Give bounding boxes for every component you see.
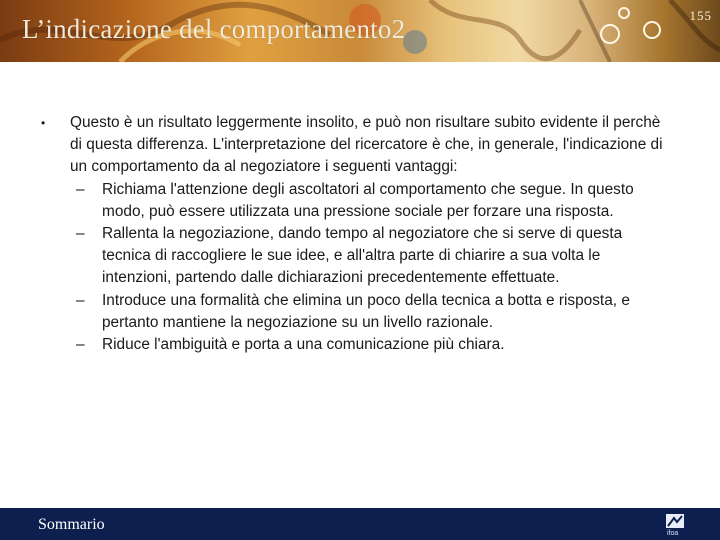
- sub-list: [70, 179, 670, 357]
- bullet-item: [30, 112, 670, 356]
- dash-icon: –: [76, 180, 85, 198]
- bullet-text: Questo è un risultato leggermente insolito, e può non risultare subito evidente il perchè di questa differenza. L'interpretazione del ricercatore è che, in generale, l'indicazione di un comportamento da al negoziatore i seguenti vantaggi:: [70, 114, 663, 176]
- sub-item-text: Riduce l'ambiguità e porta a una comunicazione più chiara.: [102, 336, 505, 354]
- sub-item-text: Richiama l'attenzione degli ascoltatori al comportamento che segue. In questo modo, può essere utilizzata una pressione sociale per forzare una risposta.: [102, 180, 634, 220]
- slide-title: L’indicazione del comportamento2: [22, 14, 406, 44]
- sub-item: [70, 179, 670, 223]
- bullet-icon: •: [41, 116, 46, 130]
- sub-item-text: Rallenta la negoziazione, dando tempo al negoziatore che si serve di questa tecnica di raccogliere le sue idee, e all'altra parte di chiarire a sua volta le intenzioni, partendo dalle dichiarazioni precedentemente effettuate.: [102, 225, 623, 287]
- logo-text: ifoa: [667, 530, 679, 537]
- page-number: 155: [689, 8, 712, 23]
- footer-bar: [0, 508, 720, 540]
- dash-icon: –: [76, 336, 85, 354]
- sub-item-text: Introduce una formalità che elimina un poco della tecnica a botta e risposta, e pertanto mantiene la negoziazione su un livello razionale.: [102, 291, 630, 331]
- header-banner: [0, 0, 720, 62]
- sub-item: [70, 223, 670, 290]
- sub-item: [70, 290, 670, 334]
- sub-item: [70, 334, 670, 356]
- dash-icon: –: [76, 225, 85, 243]
- sommario-link[interactable]: Sommario: [38, 516, 105, 533]
- dash-icon: –: [76, 291, 85, 309]
- slide-body: [30, 112, 670, 356]
